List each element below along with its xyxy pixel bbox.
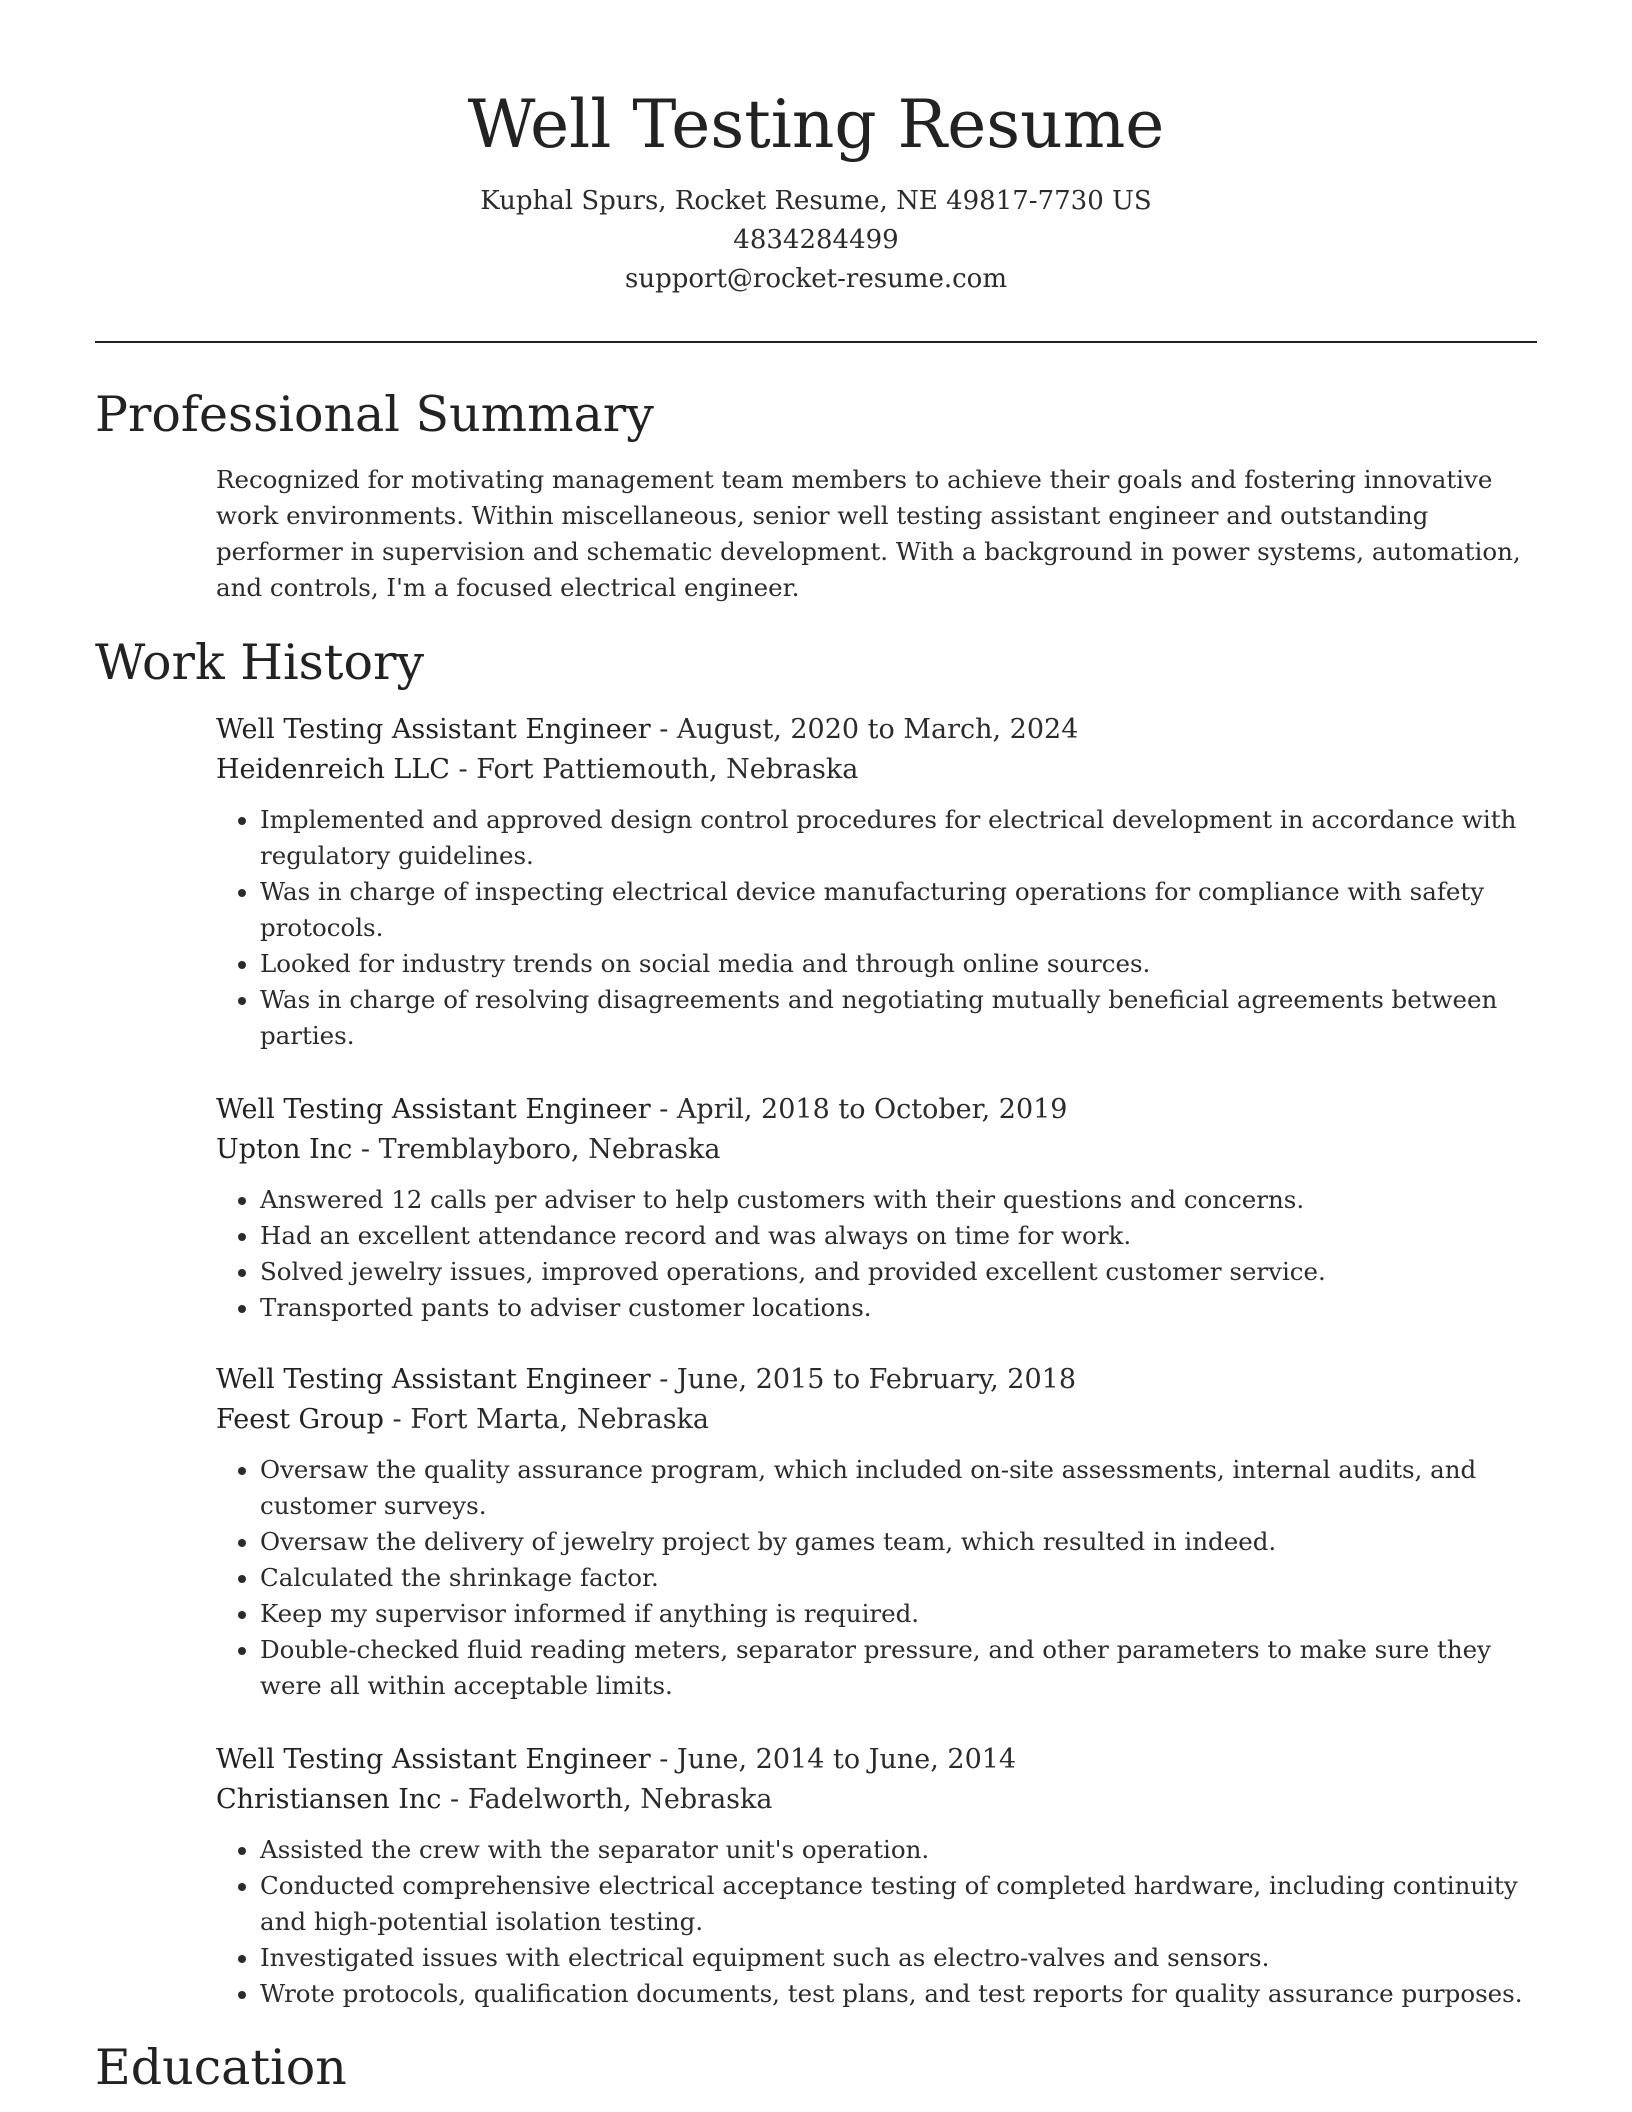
job-location: Fort Pattiemouth, Nebraska	[476, 754, 859, 785]
resume-header	[0, 80, 1632, 299]
job-bullet: • Oversaw the quality assurance program, which included on-site assessments, internal audits, and customer surveys.	[260, 1452, 1538, 1524]
job-title: Well Testing Assistant Engineer	[216, 1094, 651, 1125]
dash-separator: -	[650, 714, 677, 745]
contact-phone: 4834284499	[733, 225, 899, 255]
job-title-line	[216, 1090, 1538, 1130]
job-entry	[216, 1740, 1538, 2012]
job-company: Feest Group	[216, 1404, 384, 1435]
header-divider	[95, 341, 1537, 343]
job-bullet: • Looked for industry trends on social media and through online sources.	[260, 946, 1538, 982]
job-bullet: • Implemented and approved design control procedures for electrical development in accordance with regulatory guidelines.	[260, 802, 1538, 874]
education-heading: Education	[95, 2039, 347, 2096]
job-dates: June, 2015 to February, 2018	[676, 1364, 1077, 1395]
contact-block	[0, 182, 1632, 299]
dash-separator: -	[383, 1404, 411, 1435]
job-bullet: • Double-checked fluid reading meters, separator pressure, and other parameters to make sure they were all within acceptable limits.	[260, 1632, 1538, 1704]
job-bullet: • Assisted the crew with the separator unit's operation.	[260, 1832, 1538, 1868]
job-company-line	[216, 750, 1538, 790]
job-company: Christiansen Inc	[216, 1784, 442, 1815]
job-title: Well Testing Assistant Engineer	[216, 714, 651, 745]
contact-address: Kuphal Spurs, Rocket Resume, NE 49817-7730 US	[480, 186, 1152, 216]
job-dates: August, 2020 to March, 2024	[676, 714, 1079, 745]
job-bullet: • Keep my supervisor informed if anything is required.	[260, 1596, 1538, 1632]
job-bullets	[216, 1452, 1538, 1704]
job-bullet: • Transported pants to adviser customer locations.	[260, 1290, 1538, 1326]
dash-separator: -	[449, 754, 477, 785]
resume-title: Well Testing Resume	[467, 86, 1165, 163]
dash-separator: -	[650, 1094, 677, 1125]
job-company-line	[216, 1400, 1538, 1440]
job-title: Well Testing Assistant Engineer	[216, 1744, 651, 1775]
job-bullets	[216, 1832, 1538, 2012]
job-bullet: • Was in charge of resolving disagreements and negotiating mutually beneficial agreements between parties.	[260, 982, 1538, 1054]
summary-text: Recognized for motivating management team members to achieve their goals and fostering innovative work environments. Within miscellaneous, senior well testing assistant engineer and outstanding performer in supervision and schematic development. With a background in power systems, automation, and controls, I'm a focused electrical engineer.	[216, 465, 1521, 602]
contact-email: support@rocket-resume.com	[624, 264, 1007, 294]
job-title: Well Testing Assistant Engineer	[216, 1364, 651, 1395]
job-dates: June, 2014 to June, 2014	[676, 1744, 1017, 1775]
dash-separator: -	[650, 1364, 677, 1395]
job-company: Heidenreich LLC	[216, 754, 450, 785]
job-company-line	[216, 1780, 1538, 1820]
job-bullets	[216, 802, 1538, 1054]
dash-separator: -	[352, 1134, 379, 1165]
job-bullets	[216, 1182, 1538, 1326]
dash-separator: -	[650, 1744, 677, 1775]
job-bullet: • Investigated issues with electrical equipment such as electro-valves and sensors.	[260, 1940, 1538, 1976]
job-bullet: • Answered 12 calls per adviser to help customers with their questions and concerns.	[260, 1182, 1538, 1218]
job-bullet: • Conducted comprehensive electrical acceptance testing of completed hardware, including continuity and high-potential isolation testing.	[260, 1868, 1538, 1940]
job-location: Tremblayboro, Nebraska	[378, 1134, 721, 1165]
work-history-heading: Work History	[95, 634, 425, 691]
job-bullet: • Had an excellent attendance record and was always on time for work.	[260, 1218, 1538, 1254]
job-bullet: • Was in charge of inspecting electrical device manufacturing operations for compliance with safety protocols.	[260, 874, 1538, 946]
job-entry	[216, 710, 1538, 1054]
job-title-line	[216, 710, 1538, 750]
job-entry	[216, 1360, 1538, 1704]
job-bullet: • Wrote protocols, qualification documents, test plans, and test reports for quality assurance purposes.	[260, 1976, 1538, 2012]
job-bullet: • Calculated the shrinkage factor.	[260, 1560, 1538, 1596]
job-entry	[216, 1090, 1538, 1326]
job-location: Fort Marta, Nebraska	[410, 1404, 710, 1435]
job-title-line	[216, 1740, 1538, 1780]
job-company: Upton Inc	[216, 1134, 353, 1165]
dash-separator: -	[441, 1784, 468, 1815]
job-dates: April, 2018 to October, 2019	[676, 1094, 1068, 1125]
job-bullet: • Solved jewelry issues, improved operations, and provided excellent customer service.	[260, 1254, 1538, 1290]
job-company-line	[216, 1130, 1538, 1170]
job-title-line	[216, 1360, 1538, 1400]
summary-heading: Professional Summary	[95, 386, 654, 443]
job-location: Fadelworth, Nebraska	[467, 1784, 773, 1815]
job-bullet: • Oversaw the delivery of jewelry project by games team, which resulted in indeed.	[260, 1524, 1538, 1560]
